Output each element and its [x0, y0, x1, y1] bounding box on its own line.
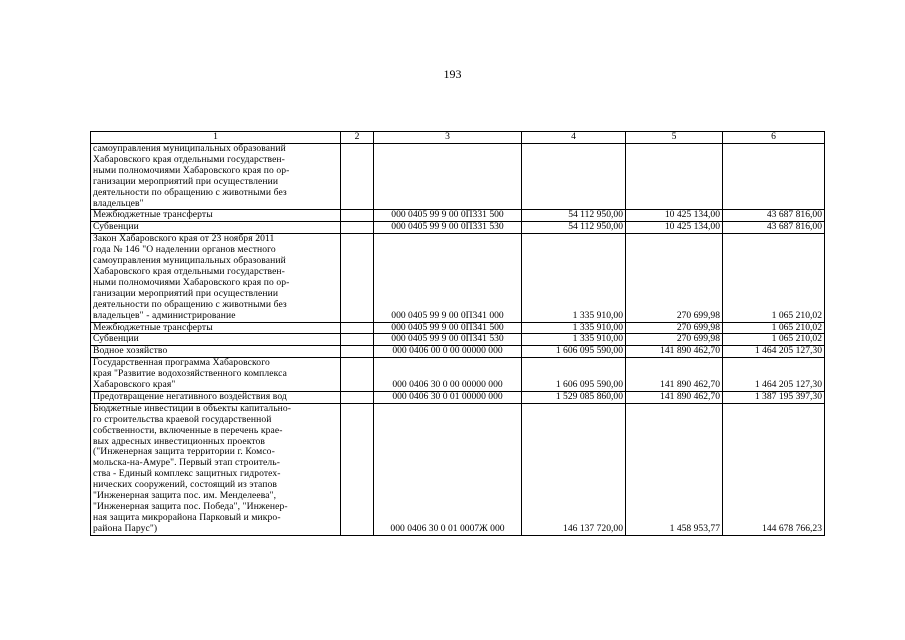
table-row	[91, 144, 825, 210]
row-value-6: 1 065 210,02	[723, 334, 825, 346]
row-name: Предотвращение негативного воздействия вод	[91, 391, 341, 403]
row-value-6: 43 687 816,00	[723, 222, 825, 234]
row-value-5: 10 425 134,00	[626, 222, 723, 234]
table-row	[91, 358, 825, 392]
row-value-5: 10 425 134,00	[626, 210, 723, 222]
page-number: 193	[443, 67, 462, 81]
row-value-5: 141 890 462,70	[626, 346, 723, 358]
row-value-4: 1 335 910,00	[522, 334, 626, 346]
row-value-4: 54 112 950,00	[522, 210, 626, 222]
row-value-5	[626, 144, 723, 210]
row-code: 000 0406 30 0 00 00000 000	[374, 358, 522, 392]
row-col2	[341, 391, 374, 403]
row-name: Межбюджетные трансферты	[91, 210, 341, 222]
row-value-6: 1 387 195 397,30	[723, 391, 825, 403]
row-col2	[341, 403, 374, 535]
row-col2	[341, 222, 374, 234]
header-cell: 3	[374, 132, 522, 144]
header-cell: 5	[626, 132, 723, 144]
row-col2	[341, 322, 374, 334]
header-cell: 2	[341, 132, 374, 144]
table-header-row	[91, 132, 825, 144]
row-code: 000 0405 99 9 00 0П331 500	[374, 210, 522, 222]
row-value-5: 1 458 953,77	[626, 403, 723, 535]
row-code: 000 0406 30 0 01 0007Ж 000	[374, 403, 522, 535]
row-name: Водное хозяйство	[91, 346, 341, 358]
row-code: 000 0406 30 0 01 00000 000	[374, 391, 522, 403]
row-value-4: 1 335 910,00	[522, 234, 626, 322]
row-col2	[341, 234, 374, 322]
row-value-5: 141 890 462,70	[626, 391, 723, 403]
row-col2	[341, 346, 374, 358]
row-value-4: 54 112 950,00	[522, 222, 626, 234]
table-row	[91, 234, 825, 322]
table-row	[91, 403, 825, 535]
row-code: 000 0405 99 9 00 0П341 500	[374, 322, 522, 334]
header-cell: 6	[723, 132, 825, 144]
row-value-6: 1 065 210,02	[723, 322, 825, 334]
table-row	[91, 391, 825, 403]
row-value-5: 141 890 462,70	[626, 358, 723, 392]
row-value-4: 1 335 910,00	[522, 322, 626, 334]
row-value-4: 1 606 095 590,00	[522, 358, 626, 392]
row-value-5: 270 699,98	[626, 322, 723, 334]
row-value-6: 1 464 205 127,30	[723, 358, 825, 392]
row-name: Субвенции	[91, 334, 341, 346]
table-row	[91, 210, 825, 222]
row-code: 000 0405 99 9 00 0П341 530	[374, 334, 522, 346]
row-col2	[341, 358, 374, 392]
table-row	[91, 346, 825, 358]
row-value-6: 144 678 766,23	[723, 403, 825, 535]
table-row	[91, 322, 825, 334]
row-value-6: 1 464 205 127,30	[723, 346, 825, 358]
row-value-5: 270 699,98	[626, 234, 723, 322]
header-cell: 1	[91, 132, 341, 144]
table-row	[91, 222, 825, 234]
row-code: 000 0406 00 0 00 00000 000	[374, 346, 522, 358]
row-value-4	[522, 144, 626, 210]
row-code	[374, 144, 522, 210]
table-row	[91, 334, 825, 346]
row-value-4: 1 529 085 860,00	[522, 391, 626, 403]
row-code: 000 0405 99 9 00 0П341 000	[374, 234, 522, 322]
row-name: самоуправления муниципальных образований Хабаровского края отдельными государствен- ными полномочиями Хабаровского края по ор- ганизации мероприятий при осуществлении деятельности по обращению с животными без владельцев"	[91, 144, 341, 210]
row-value-4: 1 606 095 590,00	[522, 346, 626, 358]
row-name: Межбюджетные трансферты	[91, 322, 341, 334]
header-cell: 4	[522, 132, 626, 144]
row-value-5: 270 699,98	[626, 334, 723, 346]
row-name: Субвенции	[91, 222, 341, 234]
row-col2	[341, 334, 374, 346]
row-value-6: 1 065 210,02	[723, 234, 825, 322]
row-col2	[341, 144, 374, 210]
row-value-6	[723, 144, 825, 210]
row-value-6: 43 687 816,00	[723, 210, 825, 222]
row-name: Бюджетные инвестиции в объекты капитально- го строительства краевой государственной собственности, включенные в перечень крае- вых адресных инвестиционных проектов ("Инженерная защита территории г. Комсо- мольска-на-Амуре". Первый этап строитель- ства - Единый комплекс защитных гидротех- нических сооружений, состоящий из этапов "Инженерная защита пос. им. Менделеева", "Инженерная защита пос. Победа", "Инженер- ная защита микрорайона Парковый и микро- района Парус")	[91, 403, 341, 535]
row-code: 000 0405 99 9 00 0П331 530	[374, 222, 522, 234]
row-name: Государственная программа Хабаровского края "Развитие водохозяйственного комплекса Хабаровского края"	[91, 358, 341, 392]
row-name: Закон Хабаровского края от 23 ноября 2011 года № 146 "О наделении органов местного самоуправления муниципальных образований Хабаровского края отдельными государствен- ными полномочиями Хабаровского края по ор- ганизации мероприятий при осуществлении деятельности по обращению с животными без владельцев" - администрирование	[91, 234, 341, 322]
budget-table	[90, 131, 825, 536]
row-col2	[341, 210, 374, 222]
row-value-4: 146 137 720,00	[522, 403, 626, 535]
